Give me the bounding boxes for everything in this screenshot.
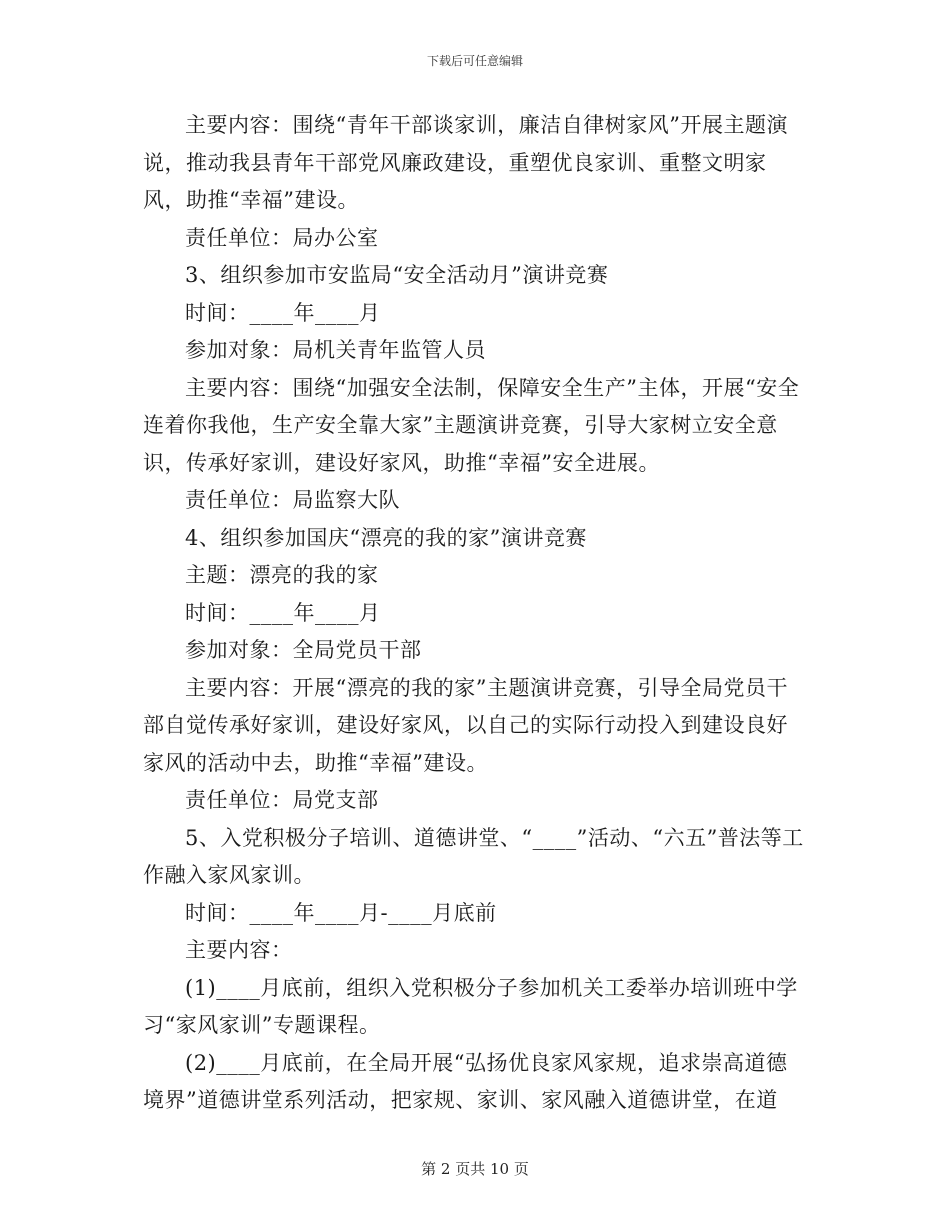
paragraph: 主要内容：围绕“加强安全法制，保障安全生产”主体，开展“安全连着你我他，生产安全靠大家”主题演讲竞赛，引导大家树立安全意识，传承好家训，建设好家风，助推“幸福”安全进展。 <box>143 375 800 475</box>
paragraph: 5、入党积极分子培训、道德讲堂、“____”活动、“六五”普法等工作融入家风家训。 <box>143 825 804 887</box>
paragraph: 时间：____年____月 <box>185 600 381 625</box>
paragraph: 3、组织参加市安监局“安全活动月”演讲竞赛 <box>185 263 609 287</box>
document-body <box>143 107 808 1120</box>
paragraph: (2)____月底前，在全局开展“弘扬优良家风家规，追求崇高道德境界”道德讲堂系列活动，把家规、家训、家风融入道德讲堂，在道 <box>143 1050 788 1112</box>
paragraph: 责任单位：局监察大队 <box>185 488 400 512</box>
page-header: 下载后可任意编辑 <box>426 54 523 68</box>
paragraph: 责任单位：局办公室 <box>185 225 379 250</box>
paragraph: 4、组织参加国庆“漂亮的我的家”演讲竞赛 <box>185 525 587 550</box>
paragraph: 主要内容：围绕“青年干部谈家训，廉洁自律树家风”开展主题演说，推动我县青年干部党风廉政建设，重塑优良家训、重整文明家风，助推“幸福”建设。 <box>143 113 788 212</box>
paragraph: 责任单位：局党支部 <box>185 788 379 812</box>
paragraph: 参加对象：全局党员干部 <box>185 638 422 662</box>
paragraph: 主题：漂亮的我的家 <box>185 563 379 587</box>
paragraph: 参加对象：局机关青年监管人员 <box>185 338 486 362</box>
paragraph: 时间：____年____月-____月底前 <box>185 900 497 925</box>
paragraph: 时间：____年____月 <box>185 300 381 325</box>
page-footer: 第 2 页共 10 页 <box>421 1160 529 1178</box>
paragraph: (1)____月底前，组织入党积极分子参加机关工委举办培训班中学习“家风家训”专题课程。 <box>143 975 798 1037</box>
paragraph: 主要内容：开展“漂亮的我的家”主题演讲竞赛，引导全局党员干部自觉传承好家训，建设好家风，以自己的实际行动投入到建设良好家风的活动中去，助推“幸福”建设。 <box>143 675 788 775</box>
paragraph: 主要内容： <box>185 938 293 962</box>
